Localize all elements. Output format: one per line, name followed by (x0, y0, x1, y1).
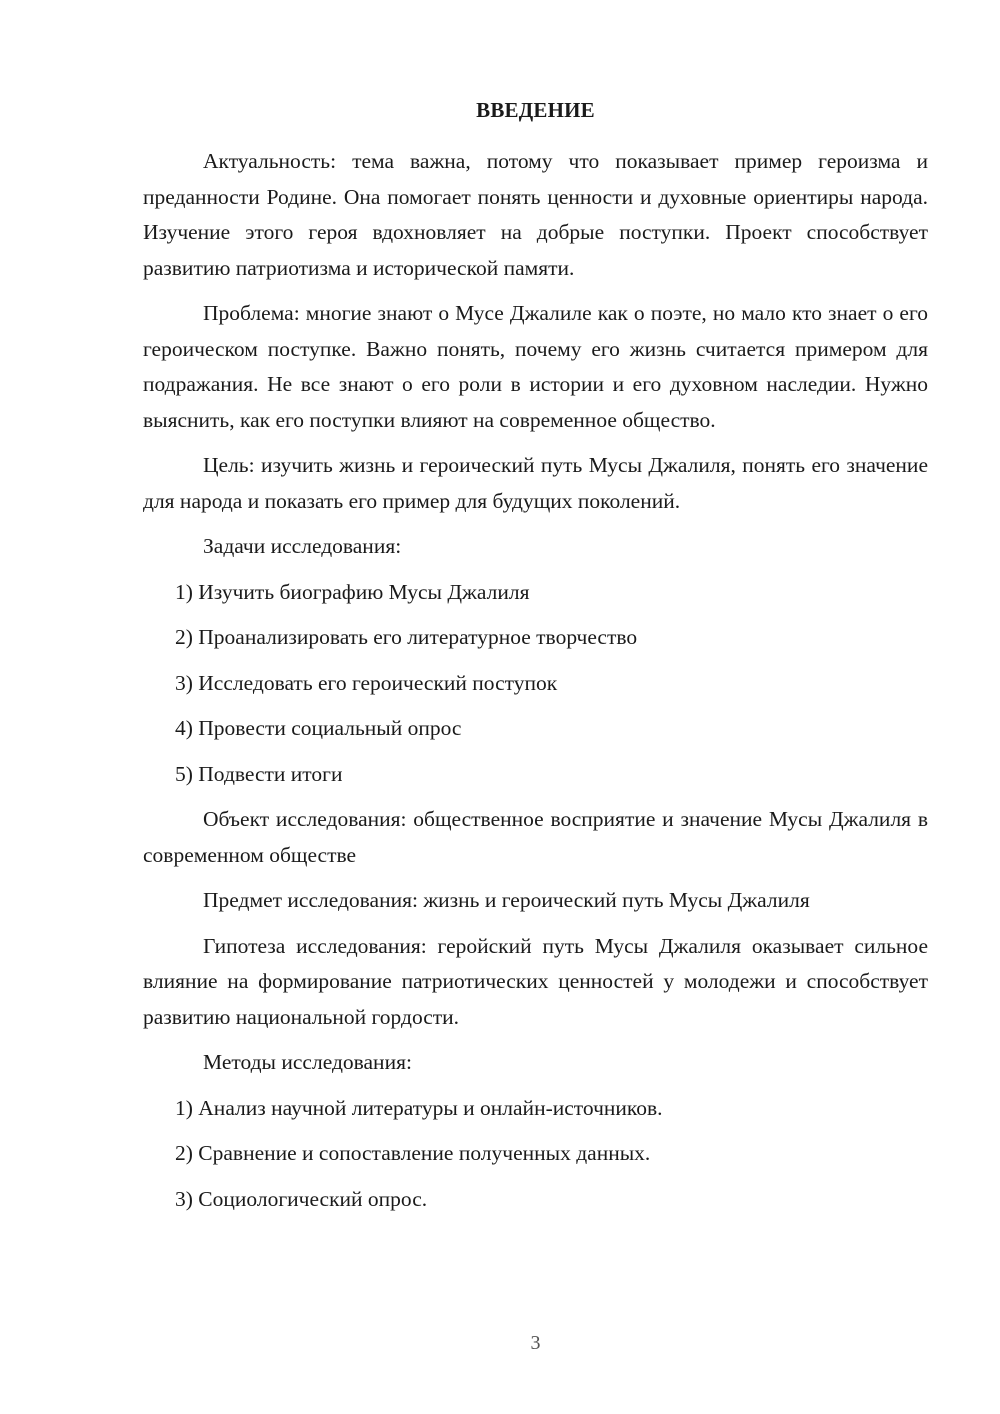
object-paragraph: Объект исследования: общественное восприятие и значение Мусы Джалиля в современном обществе (143, 807, 928, 867)
methods-heading: Методы исследования: (203, 1050, 412, 1074)
list-item: 5) Подвести итоги (175, 761, 343, 786)
page-title: ВВЕДЕНИЕ (476, 98, 595, 122)
tasks-heading: Задачи исследования: (203, 534, 402, 558)
list-item: 1) Изучить биографию Мусы Джалиля (175, 579, 530, 604)
goal-paragraph: Цель: изучить жизнь и героический путь Мусы Джалиля, понять его значение для народа и показать его пример для будущих поколений. (143, 453, 928, 513)
list-item: 2) Проанализировать его литературное творчество (175, 625, 638, 649)
list-item: 2) Сравнение и сопоставление полученных данных. (175, 1141, 651, 1165)
document-page (143, 0, 928, 1414)
list-item: 3) Исследовать его героический поступок (175, 670, 558, 695)
list-item: 3) Социологический опрос. (175, 1186, 428, 1211)
methods-list (143, 1091, 928, 1218)
page-number: 3 (530, 1332, 541, 1354)
list-item: 1) Анализ научной литературы и онлайн-источников. (175, 1095, 663, 1120)
problem-paragraph: Проблема: многие знают о Мусе Джалиле как о поэте, но мало кто знает о его героическом поступке. Важно понять, почему его жизнь считается примером для подражания. Не все знают о его роли в истории и его духовном наследии. Нужно выяснить, как его поступки влияют на современное общество. (143, 301, 928, 432)
subject-paragraph: Предмет исследования: жизнь и героический путь Мусы Джалиля (203, 888, 810, 912)
page-content (143, 144, 928, 1227)
list-item: 4) Провести социальный опрос (175, 716, 462, 740)
hypothesis-paragraph: Гипотеза исследования: геройский путь Мусы Джалиля оказывает сильное влияние на формирование патриотических ценностей у молодежи и способствует развитию национальной гордости. (143, 933, 928, 1029)
relevance-paragraph: Актуальность: тема важна, потому что показывает пример героизма и преданности Родине. Она помогает понять ценности и духовные ориентиры народа. Изучение этого героя вдохновляет на добрые поступки. Проект способствует развитию патриотизма и исторической памяти. (143, 149, 928, 280)
tasks-list (143, 575, 928, 793)
